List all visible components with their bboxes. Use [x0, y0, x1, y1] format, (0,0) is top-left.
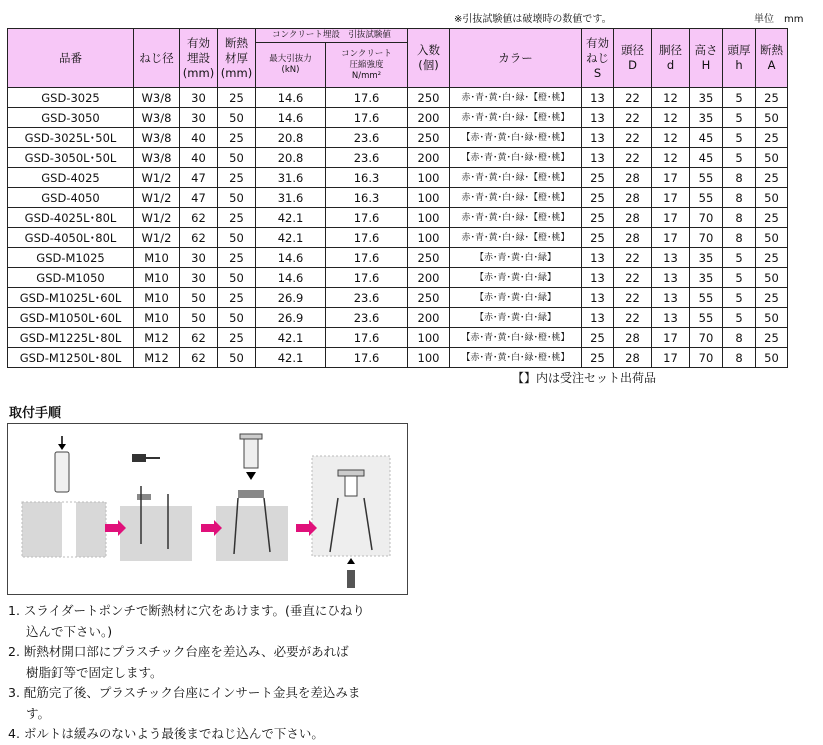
- cell-insul: 25: [218, 88, 256, 108]
- header-eff-thread-l3: S: [593, 65, 602, 80]
- cell-h: 55: [690, 308, 723, 328]
- header-pullout-group: コンクリート埋設 引抜試験値: [256, 29, 408, 43]
- cell-h: 35: [690, 268, 723, 288]
- header-head-thick-l2: h: [735, 58, 743, 72]
- cell-s: 13: [582, 308, 614, 328]
- cell-h: 35: [690, 88, 723, 108]
- punch-tool: [55, 452, 69, 492]
- cell-embed: 40: [180, 128, 218, 148]
- cell-d: 13: [652, 248, 690, 268]
- step1-illustration: [22, 436, 106, 557]
- cell-h: 45: [690, 148, 723, 168]
- header-concrete-l2: 圧縮強度: [349, 59, 384, 70]
- cell-h: 70: [690, 328, 723, 348]
- cell-h: 70: [690, 208, 723, 228]
- cell-thread: W3/8: [134, 128, 180, 148]
- header-concrete-l1: コンクリート: [341, 48, 392, 59]
- cell-a: 50: [756, 348, 788, 368]
- cell-pull: 42.1: [256, 228, 326, 248]
- step2-illustration: [120, 454, 192, 561]
- cell-a: 25: [756, 168, 788, 188]
- cell-color: 赤･青･黄･白･緑･【橙･桃】: [450, 88, 582, 108]
- step2-base: [137, 494, 151, 500]
- cell-h: 45: [690, 128, 723, 148]
- header-insul-l2: 材厚: [225, 50, 248, 65]
- cell-s: 13: [582, 288, 614, 308]
- cell-conc: 23.6: [326, 288, 408, 308]
- cell-conc: 17.6: [326, 328, 408, 348]
- step1-insulation-left: [22, 502, 62, 557]
- cell-a: 25: [756, 208, 788, 228]
- cell-conc: 16.3: [326, 168, 408, 188]
- cell-conc: 17.6: [326, 208, 408, 228]
- cell-insul: 50: [218, 108, 256, 128]
- table-row: [8, 248, 788, 268]
- table-row: [8, 208, 788, 228]
- cell-insul: 50: [218, 188, 256, 208]
- step1-arrow-head: [58, 444, 66, 450]
- installation-diagram-svg: [8, 424, 407, 594]
- cell-conc: 16.3: [326, 188, 408, 208]
- cell-color: 【赤･青･黄･白･緑･橙･桃】: [450, 348, 582, 368]
- cell-h: 8: [723, 228, 756, 248]
- cell-insul: 25: [218, 248, 256, 268]
- cell-embed: 62: [180, 328, 218, 348]
- cell-thread: M10: [134, 268, 180, 288]
- cell-d: 22: [614, 148, 652, 168]
- cell-s: 13: [582, 148, 614, 168]
- step3-illustration: [216, 434, 288, 561]
- cell-pull: 42.1: [256, 328, 326, 348]
- header-height-l2: H: [701, 58, 711, 72]
- header-head-thick: [723, 29, 756, 88]
- cell-d: 12: [652, 128, 690, 148]
- table-row: [8, 128, 788, 148]
- cell-color: 【赤･青･黄･白･緑】: [450, 308, 582, 328]
- cell-d: 17: [652, 328, 690, 348]
- step-3-line1: 3. 配筋完了後、プラスチック台座にインサート金具を差込みま: [8, 685, 361, 700]
- cell-pull: 31.6: [256, 168, 326, 188]
- cell-qty: 100: [408, 208, 450, 228]
- cell-embed: 47: [180, 188, 218, 208]
- cell-thread: M10: [134, 288, 180, 308]
- cell-d: 22: [614, 248, 652, 268]
- cell-embed: 30: [180, 248, 218, 268]
- header-insul-l3: (mm): [220, 65, 253, 80]
- cell-qty: 100: [408, 168, 450, 188]
- cell-d: 17: [652, 228, 690, 248]
- cell-qty: 100: [408, 328, 450, 348]
- table-row: [8, 108, 788, 128]
- table-row: [8, 268, 788, 288]
- order-legend: 【】内は受注セット出荷品: [512, 371, 657, 385]
- header-max-pull: [256, 43, 326, 88]
- cell-h: 5: [723, 248, 756, 268]
- cell-d: 12: [652, 88, 690, 108]
- cell-insul: 50: [218, 228, 256, 248]
- cell-h: 55: [690, 188, 723, 208]
- table-row: [8, 148, 788, 168]
- cell-pull: 42.1: [256, 208, 326, 228]
- cell-embed: 62: [180, 208, 218, 228]
- cell-pull: 14.6: [256, 108, 326, 128]
- cell-insul: 25: [218, 328, 256, 348]
- cell-part: GSD-M1025: [8, 248, 134, 268]
- step1-insulation-right: [76, 502, 106, 557]
- cell-color: 【赤･青･黄･白･緑･橙･桃】: [450, 128, 582, 148]
- cell-s: 25: [582, 228, 614, 248]
- cell-pull: 26.9: [256, 308, 326, 328]
- header-color: カラー: [450, 29, 582, 88]
- step2-insulation: [120, 506, 192, 561]
- cell-d: 13: [652, 268, 690, 288]
- step-1-line2: 込んで下さい。): [26, 623, 113, 639]
- cell-part: GSD-4025: [8, 168, 134, 188]
- header-thread: ねじ径: [134, 29, 180, 88]
- cell-color: 赤･青･黄･白･緑･【橙･桃】: [450, 208, 582, 228]
- cell-h: 35: [690, 248, 723, 268]
- cell-d: 22: [614, 128, 652, 148]
- cell-pull: 14.6: [256, 248, 326, 268]
- cell-s: 25: [582, 348, 614, 368]
- step-3-line2: す。: [26, 705, 51, 721]
- procedure-steps: [8, 601, 365, 745]
- cell-d: 28: [614, 348, 652, 368]
- header-qty-l2: (個): [418, 58, 439, 72]
- header-insul-a: [756, 29, 788, 88]
- step-2-line1: 2. 断熱材開口部にプラスチック台座を差込み、必要があれば: [8, 644, 349, 659]
- cell-insul: 25: [218, 128, 256, 148]
- cell-color: 【赤･青･黄･白･緑】: [450, 288, 582, 308]
- cell-qty: 200: [408, 148, 450, 168]
- header-max-pull-l1: 最大引抜力: [269, 54, 312, 64]
- cell-insul: 50: [218, 148, 256, 168]
- cell-h: 70: [690, 348, 723, 368]
- insert-fitting: [244, 438, 258, 468]
- cell-h: 5: [723, 288, 756, 308]
- step4-arrow-head: [347, 558, 355, 564]
- hammer-head: [132, 454, 146, 462]
- cell-h: 8: [723, 348, 756, 368]
- cell-conc: 17.6: [326, 248, 408, 268]
- cell-conc: 23.6: [326, 308, 408, 328]
- cell-qty: 250: [408, 128, 450, 148]
- cell-s: 25: [582, 168, 614, 188]
- cell-insul: 50: [218, 268, 256, 288]
- cell-h: 55: [690, 168, 723, 188]
- cell-color: 赤･青･黄･白･緑･【橙･桃】: [450, 188, 582, 208]
- cell-s: 13: [582, 108, 614, 128]
- cell-color: 【赤･青･黄･白･緑】: [450, 268, 582, 288]
- cell-h: 5: [723, 128, 756, 148]
- cell-a: 50: [756, 148, 788, 168]
- header-eff-thread: [582, 29, 614, 88]
- step3-arrow-head: [246, 472, 256, 480]
- cell-a: 50: [756, 308, 788, 328]
- cell-d: 12: [652, 108, 690, 128]
- step-2-line2: 樹脂釘等で固定します。: [26, 664, 163, 680]
- step4-illustration: [312, 456, 390, 588]
- step4-insert: [338, 470, 364, 476]
- cell-qty: 100: [408, 228, 450, 248]
- cell-pull: 42.1: [256, 348, 326, 368]
- cell-h: 8: [723, 208, 756, 228]
- table-row: [8, 308, 788, 328]
- cell-qty: 250: [408, 248, 450, 268]
- cell-embed: 50: [180, 308, 218, 328]
- cell-thread: W1/2: [134, 228, 180, 248]
- cell-embed: 40: [180, 148, 218, 168]
- cell-h: 5: [723, 148, 756, 168]
- cell-h: 55: [690, 288, 723, 308]
- cell-thread: W1/2: [134, 208, 180, 228]
- cell-qty: 250: [408, 88, 450, 108]
- header-eff-thread-l1: 有効: [586, 35, 609, 50]
- cell-conc: 17.6: [326, 348, 408, 368]
- table-row: [8, 348, 788, 368]
- cell-conc: 17.6: [326, 268, 408, 288]
- cell-a: 50: [756, 108, 788, 128]
- cell-h: 5: [723, 268, 756, 288]
- spec-table: [7, 28, 788, 368]
- cell-qty: 100: [408, 188, 450, 208]
- cell-h: 5: [723, 308, 756, 328]
- header-insul-a-l2: A: [767, 58, 776, 72]
- cell-d: 22: [614, 288, 652, 308]
- step3-insulation: [216, 506, 288, 561]
- cell-thread: W1/2: [134, 188, 180, 208]
- cell-thread: W3/8: [134, 108, 180, 128]
- cell-conc: 23.6: [326, 128, 408, 148]
- cell-s: 25: [582, 188, 614, 208]
- test-note: ※引抜試験値は破壊時の数値です。: [454, 14, 612, 25]
- cell-qty: 200: [408, 108, 450, 128]
- cell-a: 50: [756, 228, 788, 248]
- header-body-dia: [652, 29, 690, 88]
- cell-insul: 25: [218, 288, 256, 308]
- cell-pull: 26.9: [256, 288, 326, 308]
- cell-a: 25: [756, 288, 788, 308]
- cell-embed: 62: [180, 348, 218, 368]
- step-4-line1: 4. ボルトは緩みのないよう最後までねじ込んで下さい。: [8, 726, 324, 741]
- cell-s: 25: [582, 208, 614, 228]
- cell-d: 28: [614, 208, 652, 228]
- cell-d: 12: [652, 148, 690, 168]
- table-row: [8, 228, 788, 248]
- cell-embed: 30: [180, 88, 218, 108]
- cell-d: 17: [652, 208, 690, 228]
- table-row: [8, 168, 788, 188]
- cell-h: 5: [723, 108, 756, 128]
- cell-part: GSD-M1225L･80L: [8, 328, 134, 348]
- header-insul-l1: 断熱: [225, 35, 248, 50]
- cell-s: 25: [582, 328, 614, 348]
- cell-embed: 30: [180, 108, 218, 128]
- cell-d: 28: [614, 188, 652, 208]
- cell-d: 13: [652, 308, 690, 328]
- header-head-dia: [614, 29, 652, 88]
- cell-a: 25: [756, 128, 788, 148]
- cell-d: 17: [652, 188, 690, 208]
- cell-conc: 23.6: [326, 148, 408, 168]
- cell-conc: 17.6: [326, 228, 408, 248]
- cell-insul: 50: [218, 348, 256, 368]
- cell-embed: 30: [180, 268, 218, 288]
- cell-s: 13: [582, 88, 614, 108]
- header-body-dia-l2: d: [666, 58, 675, 72]
- header-embed-l2: 埋設: [187, 50, 210, 65]
- header-height: [690, 29, 723, 88]
- cell-part: GSD-4050: [8, 188, 134, 208]
- cell-d: 22: [614, 108, 652, 128]
- installation-diagram: [7, 423, 408, 595]
- cell-pull: 20.8: [256, 148, 326, 168]
- header-embed-l3: (mm): [182, 65, 215, 80]
- cell-a: 25: [756, 248, 788, 268]
- cell-thread: M10: [134, 248, 180, 268]
- header-max-pull-l2: (kN): [281, 65, 300, 75]
- cell-thread: M12: [134, 328, 180, 348]
- unit-label: 単位 mm: [754, 14, 804, 25]
- table-row: [8, 288, 788, 308]
- cell-h: 8: [723, 188, 756, 208]
- spec-table-body: [8, 88, 788, 368]
- cell-s: 13: [582, 248, 614, 268]
- header-eff-thread-l2: ねじ: [586, 50, 609, 65]
- cell-d: 13: [652, 288, 690, 308]
- cell-thread: W3/8: [134, 148, 180, 168]
- header-qty: [408, 29, 450, 88]
- cell-a: 25: [756, 328, 788, 348]
- cell-color: 赤･青･黄･白･緑･【橙･桃】: [450, 228, 582, 248]
- cell-insul: 25: [218, 208, 256, 228]
- header-part-no: 品番: [8, 29, 134, 88]
- table-row: [8, 328, 788, 348]
- cell-h: 8: [723, 328, 756, 348]
- cell-d: 28: [614, 168, 652, 188]
- cell-d: 22: [614, 308, 652, 328]
- header-head-dia-l2: D: [628, 58, 637, 72]
- cell-thread: M12: [134, 348, 180, 368]
- cell-embed: 50: [180, 288, 218, 308]
- step4-insert-body: [345, 476, 357, 496]
- cell-s: 13: [582, 128, 614, 148]
- procedure-title: 取付手順: [9, 406, 62, 421]
- cell-d: 17: [652, 168, 690, 188]
- cell-insul: 25: [218, 168, 256, 188]
- cell-d: 28: [614, 228, 652, 248]
- header-embed: [180, 29, 218, 88]
- cell-thread: W1/2: [134, 168, 180, 188]
- header-qty-l1: 入数: [417, 43, 440, 57]
- cell-part: GSD-3050: [8, 108, 134, 128]
- cell-a: 50: [756, 188, 788, 208]
- cell-d: 17: [652, 348, 690, 368]
- cell-part: GSD-3050L･50L: [8, 148, 134, 168]
- cell-qty: 200: [408, 268, 450, 288]
- cell-pull: 14.6: [256, 88, 326, 108]
- cell-a: 25: [756, 88, 788, 108]
- table-row: [8, 188, 788, 208]
- cell-pull: 14.6: [256, 268, 326, 288]
- cell-part: GSD-M1050L･60L: [8, 308, 134, 328]
- bolt: [347, 570, 355, 588]
- cell-color: 赤･青･黄･白･緑･【橙･桃】: [450, 108, 582, 128]
- cell-insul: 50: [218, 308, 256, 328]
- cell-part: GSD-3025: [8, 88, 134, 108]
- cell-a: 50: [756, 268, 788, 288]
- cell-conc: 17.6: [326, 88, 408, 108]
- cell-conc: 17.6: [326, 108, 408, 128]
- cell-s: 13: [582, 268, 614, 288]
- header-embed-l1: 有効: [187, 35, 210, 50]
- cell-h: 8: [723, 168, 756, 188]
- cell-d: 22: [614, 268, 652, 288]
- spec-table-header: [8, 29, 788, 88]
- cell-thread: M10: [134, 308, 180, 328]
- cell-color: 【赤･青･黄･白･緑】: [450, 248, 582, 268]
- cell-embed: 47: [180, 168, 218, 188]
- header-body-dia-l1: 胴径: [659, 43, 682, 57]
- cell-h: 70: [690, 228, 723, 248]
- cell-part: GSD-3025L･50L: [8, 128, 134, 148]
- header-height-l1: 高さ: [694, 43, 718, 57]
- cell-d: 28: [614, 328, 652, 348]
- table-row: [8, 88, 788, 108]
- step-1-line1: 1. スライダートポンチで断熱材に穴をあけます。(垂直にひねり: [8, 603, 365, 618]
- cell-h: 5: [723, 88, 756, 108]
- cell-pull: 31.6: [256, 188, 326, 208]
- cell-qty: 200: [408, 308, 450, 328]
- insert-fitting-head: [240, 434, 262, 439]
- header-head-thick-l1: 頭厚: [727, 43, 751, 57]
- step3-base: [238, 490, 264, 498]
- header-head-dia-l1: 頭径: [621, 43, 644, 57]
- cell-color: 赤･青･黄･白･緑･【橙･桃】: [450, 168, 582, 188]
- cell-color: 【赤･青･黄･白･緑･橙･桃】: [450, 328, 582, 348]
- cell-part: GSD-4025L･80L: [8, 208, 134, 228]
- cell-d: 22: [614, 88, 652, 108]
- cell-part: GSD-M1025L･60L: [8, 288, 134, 308]
- cell-color: 【赤･青･黄･白･緑･橙･桃】: [450, 148, 582, 168]
- cell-pull: 20.8: [256, 128, 326, 148]
- cell-qty: 250: [408, 288, 450, 308]
- cell-h: 35: [690, 108, 723, 128]
- cell-part: GSD-4050L･80L: [8, 228, 134, 248]
- cell-qty: 100: [408, 348, 450, 368]
- cell-part: GSD-M1250L･80L: [8, 348, 134, 368]
- header-concrete-l3: N/mm²: [351, 70, 382, 81]
- cell-thread: W3/8: [134, 88, 180, 108]
- cell-part: GSD-M1050: [8, 268, 134, 288]
- header-concrete: [326, 43, 408, 88]
- header-insul-a-l1: 断熱: [760, 43, 783, 57]
- header-insul: [218, 29, 256, 88]
- cell-embed: 62: [180, 228, 218, 248]
